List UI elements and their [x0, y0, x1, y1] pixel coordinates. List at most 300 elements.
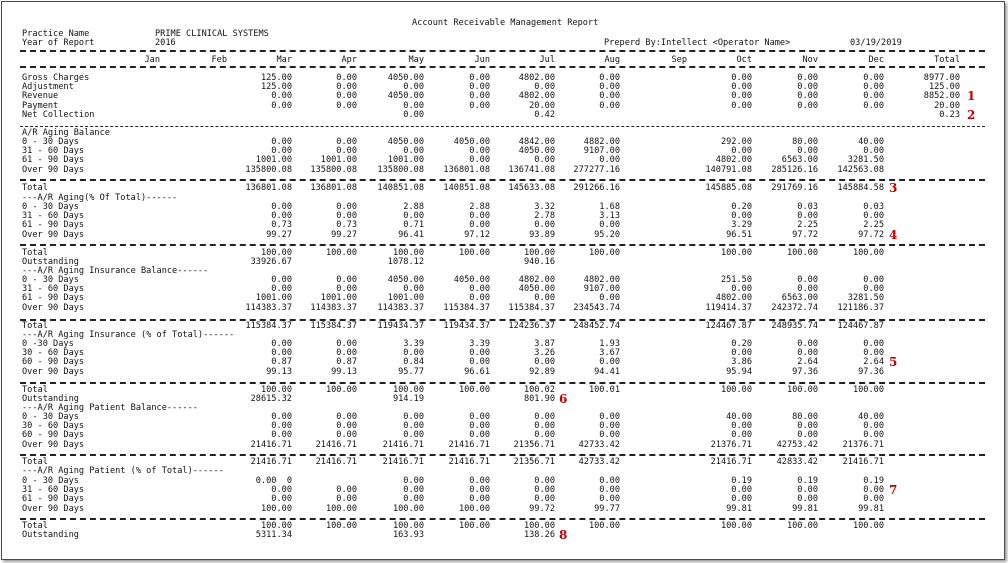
cell-value: 0.00 [599, 476, 620, 486]
section-title: ---A/R Aging Insurance Balance------ [22, 266, 209, 276]
cell-value: 97.36 [792, 367, 818, 377]
cell-value: 0.00 [599, 101, 620, 111]
cell-value: 0.00 [797, 211, 818, 221]
cell-value: 115384.37 [310, 321, 357, 331]
cell-value: 0.00 [336, 101, 357, 111]
row-label: Total [22, 321, 48, 331]
cell-value: 163.93 [392, 530, 424, 540]
section-title: ---A/R Aging Insurance (% of Total)------ [22, 330, 235, 340]
cell-value: 96.61 [464, 367, 490, 377]
row-label: 30 - 60 Days [22, 348, 85, 358]
row-label: Total [22, 457, 48, 467]
column-header: Aug [604, 55, 620, 65]
cell-value: 99.13 [331, 367, 357, 377]
cell-value: 4802.00 [518, 73, 555, 83]
cell-value: 0.00 [469, 82, 490, 92]
cell-value: 0.00 [336, 494, 357, 504]
row-label: 31 - 60 Days [22, 284, 85, 294]
cell-value: 0.00 [863, 91, 884, 101]
cell-value: 114383.37 [245, 303, 292, 313]
cell-value: 6563.00 [781, 293, 818, 303]
cell-value: 0.23 [939, 110, 960, 120]
section-divider [20, 50, 985, 52]
cell-value: 20.00 [529, 101, 555, 111]
practice-label: Practice Name [22, 29, 90, 39]
cell-value: 40.00 [726, 412, 752, 422]
row-label: Over 90 Days [22, 303, 85, 313]
cell-value: 0.00 [403, 101, 424, 111]
cell-value: 21416.71 [448, 457, 490, 467]
cell-value: 100.00 [392, 385, 424, 395]
cell-value: 0.00 [534, 412, 555, 422]
cell-value: 0.87 [336, 357, 357, 367]
cell-value: 145633.08 [508, 183, 555, 193]
cell-value: 0.00 [797, 430, 818, 440]
cell-value: 0.00 [731, 73, 752, 83]
cell-value: 0.00 [336, 275, 357, 285]
row-label: 61 - 90 Days [22, 494, 85, 504]
cell-value: 1001.00 [320, 155, 357, 165]
cell-value: 4802.00 [715, 293, 752, 303]
row-label: 30 - 60 Days [22, 421, 85, 431]
cell-value: 145885.08 [705, 183, 752, 193]
cell-value: 0.00 [599, 82, 620, 92]
cell-value: 0.00 [469, 91, 490, 101]
row-label: Total [22, 521, 48, 531]
column-header: Sep [671, 55, 687, 65]
cell-value: 42733.42 [578, 457, 620, 467]
cell-value: 100.00 [392, 504, 424, 514]
cell-value: 4802.00 [518, 91, 555, 101]
cell-value: 0.00 [469, 494, 490, 504]
cell-value: 0.00 [863, 421, 884, 431]
cell-value: 3.13 [599, 211, 620, 221]
cell-value: 914.19 [392, 394, 424, 404]
cell-value: 0.00 [863, 485, 884, 495]
cell-value: 0.00 [599, 421, 620, 431]
cell-value: 0.00 [731, 211, 752, 221]
row-label: 31 - 60 Days [22, 485, 85, 495]
cell-value: 99.72 [529, 504, 555, 514]
cell-value: 140791.08 [705, 165, 752, 175]
row-label: Net Collection [22, 110, 95, 120]
cell-value: 0.00 [534, 421, 555, 431]
row-label: Payment [22, 101, 59, 111]
cell-value: 100.00 [852, 385, 884, 395]
cell-value: 80.00 [792, 137, 818, 147]
cell-value: 0.84 [403, 357, 424, 367]
cell-value: 93.89 [529, 230, 555, 240]
cell-value: 2.64 [797, 357, 818, 367]
cell-value: 21416.71 [842, 457, 884, 467]
cell-value: 121186.37 [837, 303, 884, 313]
cell-value: 100.02 [523, 385, 555, 395]
cell-value: 0.00 [403, 211, 424, 221]
cell-value: 2.88 [403, 202, 424, 212]
annotation-marker: 2 [967, 108, 976, 122]
annotation-marker: 5 [889, 355, 898, 369]
cell-value: 100.00 [786, 248, 818, 258]
cell-value: 100.00 [458, 248, 490, 258]
cell-value: 99.77 [594, 504, 620, 514]
column-header: Nov [802, 55, 818, 65]
cell-value: 0.00 [731, 82, 752, 92]
report-title: Account Receivable Management Report [412, 18, 599, 28]
cell-value: 8852.00 [923, 91, 960, 101]
cell-value: 21356.71 [513, 440, 555, 450]
cell-value: 42833.42 [776, 457, 818, 467]
cell-value: 100.01 [588, 385, 620, 395]
cell-value: 1078.12 [387, 257, 424, 267]
row-label: 0 - 30 Days [22, 202, 79, 212]
cell-value: 124467.87 [837, 321, 884, 331]
cell-value: 0.00 [534, 293, 555, 303]
cell-value: 0.00 [731, 430, 752, 440]
cell-value: 0.19 [797, 476, 818, 486]
cell-value: 0.00 [271, 91, 292, 101]
row-label: Over 90 Days [22, 165, 85, 175]
cell-value: 4802.00 [715, 155, 752, 165]
cell-value: 21416.71 [250, 457, 292, 467]
cell-value: 97.72 [792, 230, 818, 240]
cell-value: 0.00 [271, 284, 292, 294]
cell-value: 0.19 [731, 476, 752, 486]
cell-value: 940.16 [523, 257, 555, 267]
annotation-marker: 7 [889, 483, 898, 497]
cell-value: 21376.71 [710, 440, 752, 450]
cell-value: 0.00 [797, 91, 818, 101]
cell-value: 0.71 [403, 220, 424, 230]
cell-value: 3281.50 [847, 293, 884, 303]
section-title: A/R Aging Balance [22, 128, 110, 138]
cell-value: 291266.16 [573, 183, 620, 193]
cell-value: 21376.71 [842, 440, 884, 450]
cell-value: 292.00 [720, 137, 752, 147]
cell-value: 0.00 [271, 146, 292, 156]
cell-value: 135800.08 [245, 165, 292, 175]
section-divider [20, 454, 985, 456]
cell-value: 100.00 [325, 385, 357, 395]
cell-value: 0.00 [271, 339, 292, 349]
cell-value: 0.00 [863, 430, 884, 440]
cell-value: 100.00 [325, 521, 357, 531]
cell-value: 124236.37 [508, 321, 555, 331]
cell-value: 0.00 [469, 476, 490, 486]
column-header: Total [934, 55, 960, 65]
cell-value: 0.00 [271, 485, 292, 495]
row-label: Adjustment [22, 82, 74, 92]
cell-value: 42753.42 [776, 440, 818, 450]
cell-value: 1001.00 [387, 155, 424, 165]
cell-value: 0.00 [336, 211, 357, 221]
section-title: ---A/R Aging Patient Balance------ [22, 403, 198, 413]
cell-value: 2.64 [863, 357, 884, 367]
cell-value: 0.00 [469, 220, 490, 230]
cell-value: 0.03 [863, 202, 884, 212]
cell-value: 0.00 [469, 430, 490, 440]
section-divider [20, 179, 985, 181]
cell-value: 0.00 [534, 476, 555, 486]
column-header: Dec [868, 55, 884, 65]
cell-value: 0.00 [599, 412, 620, 422]
cell-value: 0.00 [797, 73, 818, 83]
cell-value: 4050.00 [387, 275, 424, 285]
cell-value: 99.13 [266, 367, 292, 377]
cell-value: 0.00 [403, 284, 424, 294]
cell-value: 2.25 [797, 220, 818, 230]
cell-value: 114383.37 [310, 303, 357, 313]
cell-value: 0.00 [599, 430, 620, 440]
cell-value: 0.00 [336, 73, 357, 83]
row-label: 31 - 60 Days [22, 211, 85, 221]
cell-value: 0.00 [469, 293, 490, 303]
cell-value: 0.42 [534, 110, 555, 120]
cell-value: 94.41 [594, 367, 620, 377]
cell-value: 136801.08 [443, 165, 490, 175]
cell-value: 0.00 [534, 494, 555, 504]
cell-value: 0.00 [599, 220, 620, 230]
cell-value: 100.00 [786, 385, 818, 395]
annotation-marker: 8 [559, 528, 568, 542]
cell-value: 0.00 [271, 494, 292, 504]
cell-value: 0.00 [336, 339, 357, 349]
cell-value: 96.41 [398, 230, 424, 240]
cell-value: 0.00 [534, 357, 555, 367]
cell-value: 4802.00 [518, 275, 555, 285]
cell-value: 40.00 [858, 137, 884, 147]
cell-value: 0.00 [336, 412, 357, 422]
cell-value: 0.00 [469, 211, 490, 221]
column-header: Jun [474, 55, 490, 65]
cell-value: 136741.08 [508, 165, 555, 175]
cell-value: 1001.00 [255, 293, 292, 303]
practice-name: PRIME CLINICAL SYSTEMS [155, 29, 269, 39]
cell-value: 3.26 [534, 348, 555, 358]
row-label: Over 90 Days [22, 230, 85, 240]
cell-value: 3.29 [731, 220, 752, 230]
cell-value: 6563.00 [781, 155, 818, 165]
cell-value: 0.00 [336, 202, 357, 212]
cell-value: 95.20 [594, 230, 620, 240]
cell-value: 0.00 [469, 284, 490, 294]
row-label: 61 - 90 Days [22, 155, 85, 165]
cell-value: 248935.74 [771, 321, 818, 331]
cell-value: 0.73 [336, 220, 357, 230]
cell-value: 0.00 [797, 101, 818, 111]
column-header: Feb [211, 55, 227, 65]
cell-value: 0.00 [731, 91, 752, 101]
row-label: Outstanding [22, 530, 79, 540]
cell-value: 0.00 [336, 430, 357, 440]
cell-value: 95.94 [726, 367, 752, 377]
cell-value: 0.00 [534, 220, 555, 230]
cell-value: 0.00 [863, 82, 884, 92]
cell-value: 0.00 [863, 73, 884, 83]
cell-value: 0.00 [469, 146, 490, 156]
cell-value: 21416.71 [315, 440, 357, 450]
annotation-marker: 6 [559, 392, 568, 406]
cell-value: 3.39 [403, 339, 424, 349]
cell-value: 100.00 [392, 521, 424, 531]
cell-value: 100.00 [786, 521, 818, 531]
cell-value: 100.00 [588, 521, 620, 531]
row-label: 0 - 30 Days [22, 412, 79, 422]
cell-value: 99.27 [266, 230, 292, 240]
cell-value: 0.00 [336, 146, 357, 156]
cell-value: 0.00 [403, 494, 424, 504]
section-divider [20, 382, 985, 384]
section-divider [20, 518, 985, 520]
cell-value: 0.00 [271, 275, 292, 285]
cell-value: 0.00 [271, 211, 292, 221]
row-label: Revenue [22, 91, 59, 101]
cell-value: 0.00 [271, 430, 292, 440]
cell-value: 100.00 [325, 248, 357, 258]
cell-value: 1001.00 [387, 293, 424, 303]
cell-value: 0.73 [271, 220, 292, 230]
cell-value: 1001.00 [255, 155, 292, 165]
row-label: Over 90 Days [22, 504, 85, 514]
cell-value: 0.00 [731, 494, 752, 504]
cell-value: 0.00 [271, 421, 292, 431]
cell-value: 0.00 [336, 485, 357, 495]
cell-value: 100.00 [458, 504, 490, 514]
column-header: Oct [736, 55, 752, 65]
cell-value: 145884.58 [837, 183, 884, 193]
cell-value: 0.00 [797, 284, 818, 294]
cell-value: 0.00 [534, 485, 555, 495]
cell-value: 0.00 [863, 494, 884, 504]
cell-value: 0.00 [469, 412, 490, 422]
row-label: Over 90 Days [22, 440, 85, 450]
column-header: Apr [341, 55, 357, 65]
cell-value: 21356.71 [513, 457, 555, 467]
cell-value: 96.51 [726, 230, 752, 240]
annotation-marker: 4 [889, 228, 898, 242]
cell-value: 100.00 [720, 521, 752, 531]
cell-value: 0.00 [336, 348, 357, 358]
cell-value: 136801.08 [310, 183, 357, 193]
cell-value: 0.00 [469, 485, 490, 495]
cell-value: 0.00 [863, 339, 884, 349]
cell-value: 0.00 [599, 293, 620, 303]
cell-value: 21416.71 [250, 440, 292, 450]
cell-value: 0.00 [271, 412, 292, 422]
cell-value: 136801.08 [245, 183, 292, 193]
cell-value: 0.00 [731, 485, 752, 495]
cell-value: 277277.16 [573, 165, 620, 175]
row-label: Total [22, 183, 48, 193]
cell-value: 4842.00 [518, 137, 555, 147]
cell-value: 97.36 [858, 367, 884, 377]
cell-value: 0.20 [731, 202, 752, 212]
cell-value: 100.00 [260, 248, 292, 258]
cell-value: 0.00 [599, 494, 620, 504]
cell-value: 100.00 [852, 248, 884, 258]
cell-value: 28615.32 [250, 394, 292, 404]
cell-value: 0.20 [731, 339, 752, 349]
year-label: Year of Report [22, 38, 95, 48]
column-header: Mar [276, 55, 292, 65]
cell-value: 242372.74 [771, 303, 818, 313]
cell-value: 0.00 0 [255, 476, 292, 486]
cell-value: 3.67 [599, 348, 620, 358]
cell-value: 0.00 [403, 348, 424, 358]
cell-value: 2.88 [469, 202, 490, 212]
section-divider [20, 244, 985, 246]
cell-value: 100.00 [523, 248, 555, 258]
cell-value: 125.00 [260, 82, 292, 92]
row-label: Over 90 Days [22, 367, 85, 377]
cell-value: 21416.71 [710, 457, 752, 467]
cell-value: 21416.71 [315, 457, 357, 467]
row-label: Outstanding [22, 257, 79, 267]
cell-value: 5311.34 [255, 530, 292, 540]
cell-value: 115384.37 [443, 303, 490, 313]
cell-value: 8977.00 [923, 73, 960, 83]
row-label: 0 - 30 Days [22, 275, 79, 285]
cell-value: 0.00 [731, 348, 752, 358]
cell-value: 0.00 [469, 155, 490, 165]
prepared-by: Preperd By:Intellect <Operator Name> [604, 38, 791, 48]
cell-value: 3281.50 [847, 155, 884, 165]
cell-value: 0.00 [469, 101, 490, 111]
cell-value: 0.00 [336, 91, 357, 101]
cell-value: 0.00 [271, 202, 292, 212]
annotation-marker: 1 [967, 89, 976, 103]
cell-value: 2.25 [863, 220, 884, 230]
cell-value: 3.32 [534, 202, 555, 212]
cell-value: 100.00 [260, 385, 292, 395]
cell-value: 4050.00 [453, 275, 490, 285]
cell-value: 4050.00 [387, 137, 424, 147]
cell-value: 0.00 [599, 73, 620, 83]
cell-value: 99.27 [331, 230, 357, 240]
cell-value: 114383.37 [377, 303, 424, 313]
cell-value: 115384.37 [245, 321, 292, 331]
cell-value: 0.00 [271, 137, 292, 147]
year-value: 2016 [155, 38, 176, 48]
cell-value: 2.78 [534, 211, 555, 221]
cell-value: 99.81 [726, 504, 752, 514]
cell-value: 0.00 [797, 339, 818, 349]
row-label: Outstanding [22, 394, 79, 404]
report-window [1, 1, 1005, 560]
cell-value: 1001.00 [320, 293, 357, 303]
row-label: Gross Charges [22, 73, 90, 83]
section-divider [20, 126, 985, 127]
cell-value: 42733.42 [578, 440, 620, 450]
cell-value: 234543.74 [573, 303, 620, 313]
cell-value: 4050.00 [387, 73, 424, 83]
cell-value: 125.00 [260, 73, 292, 83]
column-header: Jan [144, 55, 160, 65]
cell-value: 21416.71 [382, 457, 424, 467]
cell-value: 9107.00 [583, 146, 620, 156]
cell-value: 9107.00 [583, 284, 620, 294]
cell-value: 135800.08 [310, 165, 357, 175]
row-label: 0 -30 Days [22, 339, 74, 349]
row-label: 61 - 90 Days [22, 293, 85, 303]
cell-value: 3.86 [731, 357, 752, 367]
cell-value: 4050.00 [518, 146, 555, 156]
cell-value: 0.00 [863, 146, 884, 156]
cell-value: 0.00 [863, 211, 884, 221]
cell-value: 0.00 [336, 284, 357, 294]
cell-value: 33926.67 [250, 257, 292, 267]
cell-value: 0.00 [403, 146, 424, 156]
cell-value: 100.00 [392, 248, 424, 258]
